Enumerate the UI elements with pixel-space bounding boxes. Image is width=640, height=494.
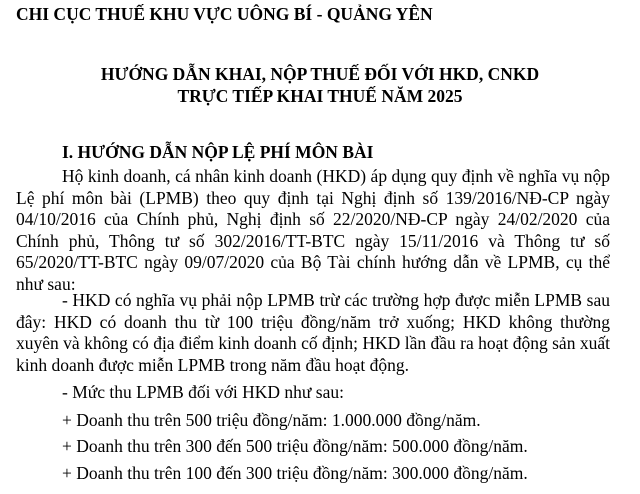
agency-name: CHI CỤC THUẾ KHU VỰC UÔNG BÍ - QUẢNG YÊN — [16, 4, 433, 24]
document-title-line-1: HƯỚNG DẪN KHAI, NỘP THUẾ ĐỐI VỚI HKD, CNKD — [100, 64, 540, 84]
paragraph-intro: Hộ kinh doanh, cá nhân kinh doanh (HKD) áp dụng quy định về nghĩa vụ nộp Lệ phí môn bài (LPMB) theo quy định tại Nghị định số 139/2016/NĐ-CP ngày 04/10/2016 của Chính phủ, Nghị định số 22/2020/NĐ-CP ngày 24/02/2020 của Chính phủ, Thông tư số 302/2016/TT-BTC ngày 15/11/2016 và Thông tư số 65/2020/TT-BTC ngày 09/07/2020 của Bộ Tài chính hướng dẫn về LPMB, cụ thể như sau: — [16, 166, 610, 294]
section-heading: I. HƯỚNG DẪN NỘP LỆ PHÍ MÔN BÀI — [62, 142, 374, 162]
fee-intro: - Mức thu LPMB đối với HKD như sau: — [62, 382, 344, 402]
fee-item: + Doanh thu trên 300 đến 500 triệu đồng/năm: 500.000 đồng/năm. — [62, 436, 528, 456]
fee-item: + Doanh thu trên 500 triệu đồng/năm: 1.000.000 đồng/năm. — [62, 410, 481, 430]
fee-item: + Doanh thu trên 100 đến 300 triệu đồng/năm: 300.000 đồng/năm. — [62, 463, 528, 483]
paragraph-exemptions: - HKD có nghĩa vụ phải nộp LPMB trừ các trường hợp được miễn LPMB sau đây: HKD có doanh thu từ 100 triệu đồng/năm trở xuống; HKD không thường xuyên và không có địa điểm kinh doanh cố định; HKD lần đầu ra hoạt động sản xuất kinh doanh được miễn LPMB trong năm đầu hoạt động. — [16, 290, 610, 375]
document-title-line-2: TRỰC TIẾP KHAI THUẾ NĂM 2025 — [177, 86, 463, 106]
